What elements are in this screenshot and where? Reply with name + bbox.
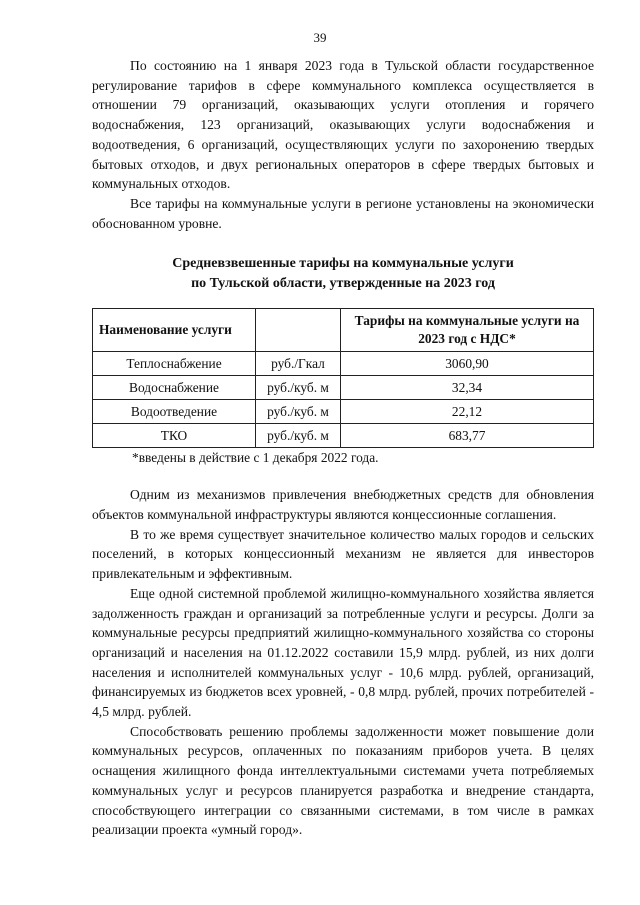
- cell-unit: руб./Гкал: [256, 352, 341, 376]
- paragraph-debt: Еще одной системной проблемой жилищно-коммунального хозяйства является задолженность граждан и организаций за потребленные услуги и ресурсы. Долги за коммунальные ресурсы предприятий жилищно-коммунального хозяйства со стороны организаций и населения на 01.12.2022 составили 15,9 млрд. рублей, из них долги населения и исполнителей коммунальных услуг - 10,6 млрд. рублей, организаций, финансируемых из бюджетов всех уровней, - 0,8 млрд. рублей, прочих потребителей - 4,5 млрд. рублей.: [92, 585, 594, 720]
- cell-unit: руб./куб. м: [256, 376, 341, 400]
- paragraph-metering: Способствовать решению проблемы задолженности может повышение доли коммунальных ресурсов, оплаченных по показаниям приборов учета. В целях оснащения жилищного фонда интеллектуальными системами учета потребляемых коммунальных услуг и ресурсов планируется разработка и внедрение стандарта, способствующего интеграции со связанными системами, в том числе в рамках реализации проекта «умный город».: [92, 723, 594, 838]
- paragraph-regulation: По состоянию на 1 января 2023 года в Тульской области государственное регулирование тарифов в сфере коммунального комплекса осуществляется в отношении 79 организаций, оказывающих услуги отопления и горячего водоснабжения, 123 организаций, оказывающих услуги водоснабжения и водоотведения, 6 организаций, осуществляющих услуги по захоронению твердых бытовых отходов, и двух региональных операторов в сфере твердых бытовых и коммунальных отходов.: [92, 58, 594, 192]
- paragraph-tariffs-justified: Все тарифы на коммунальные услуги в регионе установлены на экономически обоснованном уровне.: [92, 195, 594, 231]
- cell-unit: руб./куб. м: [256, 424, 341, 448]
- cell-tariff-value: 32,34: [341, 376, 594, 400]
- table-row: [93, 352, 594, 376]
- cell-service-name: Теплоснабжение: [93, 352, 256, 376]
- header-tariff-value: Тарифы на коммунальные услуги на 2023 год с НДС*: [341, 309, 594, 352]
- cell-service-name: ТКО: [93, 424, 256, 448]
- cell-tariff-value: 22,12: [341, 400, 594, 424]
- table-header-row: [93, 309, 594, 352]
- table-title-line-2: по Тульской области, утвержденные на 2023 год: [191, 276, 495, 292]
- cell-tariff-value: 683,77: [341, 424, 594, 448]
- table-title-line-1: Средневзвешенные тарифы на коммунальные услуги: [172, 256, 514, 272]
- table-row: [93, 424, 594, 448]
- cell-service-name: Водоснабжение: [93, 376, 256, 400]
- paragraph-concessions: Одним из механизмов привлечения внебюджетных средств для обновления объектов коммунальной инфраструктуры являются концессионные соглашения.: [92, 487, 594, 523]
- tariffs-table: [92, 308, 594, 448]
- table-row: [93, 376, 594, 400]
- paragraph-small-towns: В то же время существует значительное количество малых городов и сельских поселений, в которых концессионный механизм не является для инвесторов привлекательным и эффективным.: [92, 526, 594, 582]
- page-number: 39: [313, 30, 327, 45]
- document-body: [92, 56, 594, 840]
- table-row: [93, 400, 594, 424]
- cell-tariff-value: 3060,90: [341, 352, 594, 376]
- header-service-name: Наименование услуги: [93, 309, 256, 352]
- header-unit: [256, 309, 341, 352]
- table-footnote: *введены в действие с 1 декабря 2022 года.: [132, 450, 379, 466]
- cell-service-name: Водоотведение: [93, 400, 256, 424]
- table-title: [92, 254, 594, 294]
- cell-unit: руб./куб. м: [256, 400, 341, 424]
